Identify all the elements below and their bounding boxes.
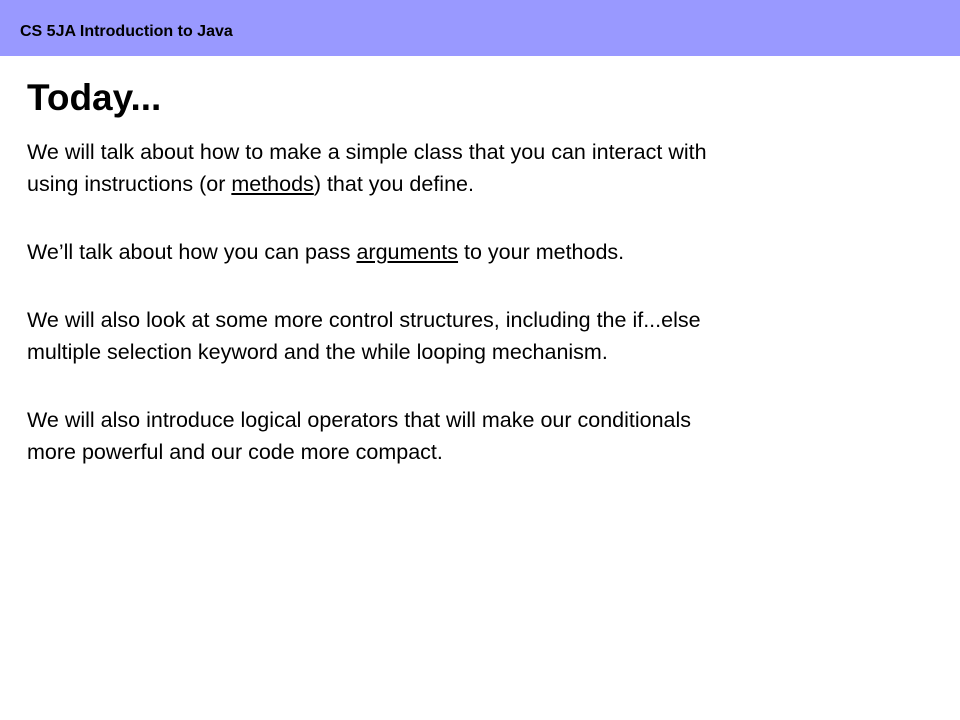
paragraph-methods-line2-before: using instructions (or — [27, 172, 232, 196]
paragraph-arguments-after: to your methods. — [458, 240, 625, 264]
paragraph-control-structures-line1: We will also look at some more control structures, including the if...else — [27, 308, 701, 332]
term-arguments: arguments — [356, 240, 459, 264]
paragraph-logical-operators-line2: more powerful and our code more compact. — [27, 440, 443, 464]
course-title: CS 5JA Introduction to Java — [20, 23, 233, 40]
paragraph-methods-line1: We will talk about how to make a simple class that you can interact with — [27, 140, 707, 164]
paragraph-methods — [27, 136, 937, 200]
paragraph-arguments — [27, 236, 937, 268]
paragraph-logical-operators — [27, 404, 937, 468]
paragraph-control-structures-line2: multiple selection keyword and the while looping mechanism. — [27, 340, 608, 364]
slide-body — [27, 136, 937, 468]
paragraph-control-structures — [27, 304, 937, 368]
slide-title: Today... — [27, 77, 162, 118]
term-methods: methods — [231, 172, 314, 196]
paragraph-logical-operators-line1: We will also introduce logical operators that will make our conditionals — [27, 408, 692, 432]
header-bar — [0, 0, 960, 56]
paragraph-arguments-before: We’ll talk about how you can pass — [27, 240, 357, 264]
paragraph-methods-line2-after: ) that you define. — [313, 172, 474, 196]
